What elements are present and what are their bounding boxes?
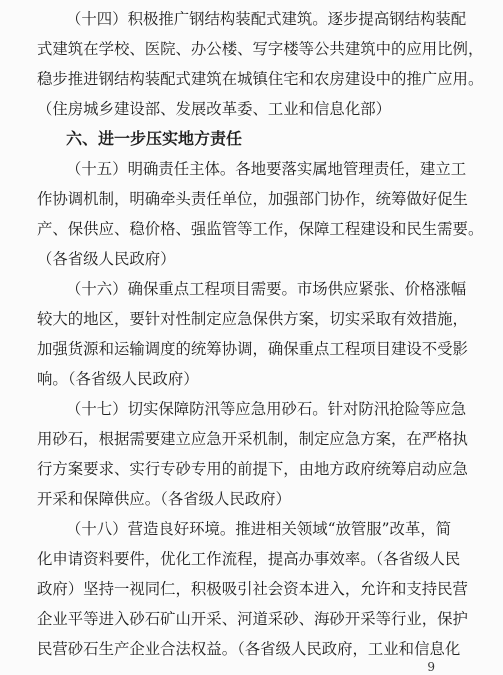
text-line	[0, 424, 503, 454]
line-text: 较大的地区，要针对性制定应急保供方案，切实采取有效措施，	[37, 310, 468, 328]
heading-text: 六、进一步压实地方责任	[66, 129, 243, 148]
line-text: （住房城乡建设部、发展改革委、工业和信息化部）	[37, 100, 391, 118]
line-text: 民营砂石生产企业合法权益。（各省级人民政府，工业和信息化	[37, 640, 461, 658]
line-text: 式建筑在学校、医院、办公楼、写字楼等公共建筑中的应用比例，	[37, 40, 484, 58]
line-text: 企业平等进入砂石矿山开采、河道采砂、海砂开采等行业，保护	[37, 610, 468, 628]
line-text: （各省级人民政府）	[37, 250, 176, 268]
text-line	[0, 484, 503, 514]
text-line	[0, 304, 503, 334]
page-number: 9	[427, 660, 435, 674]
text-line	[0, 364, 503, 394]
line-text: 化申请资料要件，优化工作流程，提高办事效率。（各省级人民	[37, 550, 461, 568]
text-line	[0, 274, 503, 304]
line-text: （十四）积极推广钢结构装配式建筑。逐步提高钢结构装配	[66, 10, 467, 28]
text-line	[0, 94, 503, 124]
line-text: 作协调机制，明确牵头责任单位，加强部门协作，统筹做好促生	[37, 190, 468, 208]
text-line	[0, 574, 503, 604]
line-text: 稳步推进钢结构装配式建筑在城镇住宅和农房建设中的推广应用。	[37, 70, 484, 88]
text-line	[0, 4, 503, 34]
text-line	[0, 334, 503, 364]
line-text: 响。（各省级人民政府）	[37, 370, 199, 388]
text-line	[0, 64, 503, 94]
line-text: （十七）切实保障防汛等应急用砂石。针对防汛抢险等应急	[66, 400, 467, 418]
text-line	[0, 214, 503, 244]
line-text: 行方案要求、实行专砂专用的前提下，由地方政府统筹启动应急	[37, 460, 468, 478]
text-line	[0, 514, 503, 544]
line-text: 用砂石，根据需要建立应急开采机制，制定应急方案，在严格执	[37, 430, 468, 448]
text-line	[0, 604, 503, 634]
text-line	[0, 454, 503, 484]
section-heading	[0, 124, 503, 154]
line-text: 产、保供应、稳价格、强监管等工作，保障工程建设和民生需要。	[37, 220, 484, 238]
line-text: （十六）确保重点工程项目需要。市场供应紧张、价格涨幅	[66, 280, 467, 298]
line-text: 开采和保障供应。（各省级人民政府）	[37, 490, 291, 508]
line-text: 加强货源和运输调度的统筹协调，确保重点工程项目建设不受影	[37, 340, 468, 358]
line-text: 政府）坚持一视同仁，积极吸引社会资本进入，允许和支持民营	[37, 580, 468, 598]
text-line	[0, 34, 503, 64]
text-line	[0, 154, 503, 184]
line-text: （十八）营造良好环境。推进相关领域“放管服”改革，简	[66, 520, 452, 538]
text-line	[0, 244, 503, 274]
text-line	[0, 394, 503, 424]
text-line	[0, 544, 503, 574]
text-line	[0, 184, 503, 214]
line-text: （十五）明确责任主体。各地要落实属地管理责任，建立工	[66, 160, 467, 178]
